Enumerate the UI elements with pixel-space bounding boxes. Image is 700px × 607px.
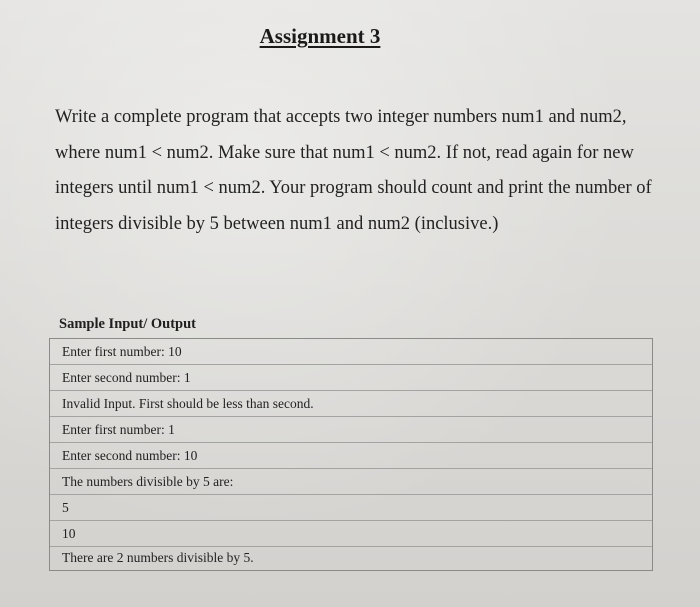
- sample-io-line: 10: [50, 521, 652, 547]
- sample-io-table: [49, 338, 653, 571]
- sample-io-line: The numbers divisible by 5 are:: [50, 469, 652, 495]
- sample-io-line: There are 2 numbers divisible by 5.: [62, 550, 254, 565]
- sample-io-line: Enter first number: 1: [50, 417, 652, 443]
- sample-io-line: Invalid Input. First should be less than second.: [50, 391, 652, 417]
- sample-io-label: Sample Input/ Output: [59, 316, 196, 332]
- sample-io-line: 5: [50, 495, 652, 521]
- sample-io-line: Enter second number: 10: [50, 443, 652, 469]
- assignment-prompt: Write a complete program that accepts two integer numbers num1 and num2, where num1 < num2. Make sure that num1 < num2. If not, read again for new integers until num1 < num2. Your program should count and print the number of integers divisible by 5 between num1 and num2 (inclusive.): [55, 107, 652, 234]
- assignment-title: Assignment 3: [259, 24, 381, 48]
- sample-io-line: Enter first number: 10: [50, 339, 652, 365]
- sample-io-line: Enter second number: 1: [50, 365, 652, 391]
